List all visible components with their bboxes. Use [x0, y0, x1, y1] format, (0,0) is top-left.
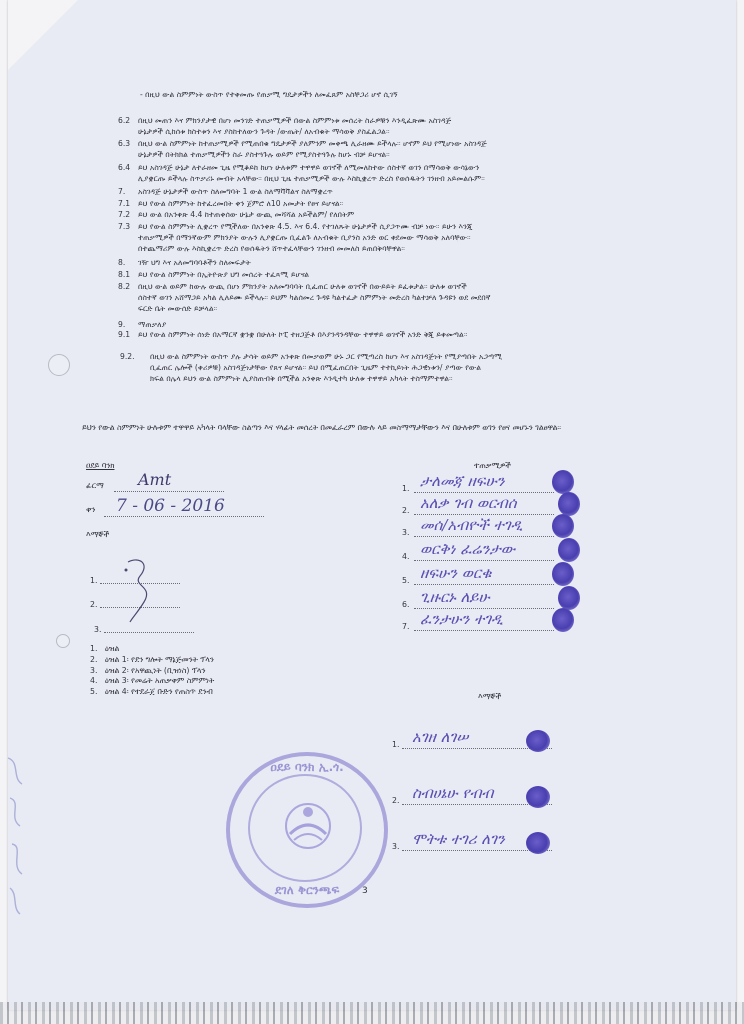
- clause-number: 9.1: [118, 330, 131, 339]
- sign-line: [114, 491, 224, 492]
- clause-text: በዚህ ውል ወይም ከውሉ ውጪ በሆነ ምክንያት አለመግባባት ቢፈጠር ሁለቱ ወገኖች በውይይት ይፈቱታል። ሁለቱ ወገኖች: [138, 282, 467, 291]
- witness-number: 3.: [392, 842, 400, 851]
- clause-text: ይህ አስገዳጅ ሁኔታ ለተራዘመ ጊዜ የሚቆይከ ከሆነ ሁለቱም ተዋዋይ ወገኖች ለሚመለከተው ሰስተኛ ወገን በማሳወቅ ውሳኔውን: [138, 163, 480, 172]
- folded-corner: [8, 0, 78, 70]
- beneficiary-number: 7.: [402, 622, 410, 631]
- beneficiary-signature: መሰ/አብዮች ተገዲ: [420, 516, 523, 534]
- beneficiary-number: 2.: [402, 506, 410, 515]
- clause-text: በዚህ መጠን እና ምክንያታዊ በሆነ መንገድ ተጠቃሚዎች በውል ስምምነቱ መሰረት ስራዎቹን እንዲፈጽሙ አስገዳጅ: [138, 116, 452, 125]
- clause-number: 9.: [118, 320, 126, 329]
- thumbprint: [552, 514, 574, 538]
- clause-number: 9.2.: [120, 352, 135, 361]
- clause-number: 8.2: [118, 282, 131, 291]
- left-witness-number: 2.: [90, 600, 98, 609]
- beneficiary-line: [414, 492, 554, 493]
- clause-text: ፍርድ ቤት መውሰድ ይቻላል።: [138, 304, 218, 313]
- witness-number: 1.: [392, 740, 400, 749]
- clause-number: 8.1: [118, 270, 131, 279]
- left-witness-number: 3.: [94, 625, 102, 634]
- beneficiary-line: [414, 514, 554, 515]
- beneficiary-number: 3.: [402, 528, 410, 537]
- clause-text: ይህ የውል ስምምነት ከተፈረመበት ቀን ጀምሮ ለ10 አመታት የፀና ይሆናል።: [138, 199, 344, 208]
- clause-number: 7.3: [118, 222, 131, 231]
- witnesses-title-right: እማኞች: [478, 692, 502, 701]
- bank-stamp: [226, 752, 388, 908]
- clause-text: በዚህ ውል ስምምነት ውስጥ ያሉ ታሳት ወይም አንቀጽ በመቃወም ሁኑ ጋር የሚጣረስ ከሆነ እና አስገዳጅነት የሚያጣበት አጋጣሚ: [150, 352, 503, 361]
- stamp-emblem: [280, 798, 336, 858]
- thumbprint: [526, 832, 550, 854]
- witness-signature: ስብሀኔሁ የብብ: [412, 784, 494, 802]
- clause-number: 8.: [118, 258, 126, 267]
- beneficiary-number: 4.: [402, 552, 410, 561]
- scan-edge: [0, 1002, 744, 1024]
- clause-text: በዚህ ውል ስምምነት ከተጠቃሚዎች የሚጠበቁ ግዴታዎች ያለምንም መቀጫ ሊራዘሙ ይችላሉ። ሆኖም ይህ የሚሆነው አስገዳጅ: [138, 139, 487, 148]
- beneficiary-number: 6.: [402, 600, 410, 609]
- thumbprint: [526, 786, 550, 808]
- witnesses-title-left: እማኞች: [86, 530, 110, 539]
- annex-item: 5. ዕዝል 4፡ የተደራጀ ቡድን የጠስጥ ደንብ: [90, 687, 213, 697]
- clause-number: 7.2: [118, 210, 131, 219]
- clause-text: ይህ ውል በአንቀጽ 4.4 ከተጠቀሰው ሁኔታ ውጪ መሻሻል አይችልም/ የለበትም: [138, 210, 355, 219]
- thumbprint: [552, 608, 574, 632]
- clause-number: 6.4: [118, 163, 131, 172]
- clause-text: ይህ የውል ስምምነት ሰነድ በአማርኛ ቋንቋ በሁለት ኮፒ ተዘጋጅቶ በእያንዳንዳቸው ተዋዋይ ወገኖች አንድ ቅጂ ይቀመጣል።: [138, 330, 468, 339]
- date-value: 7 - 06 - 2016: [116, 496, 225, 516]
- beneficiary-line: [414, 584, 554, 585]
- margin-handwriting: [2, 748, 32, 918]
- clause-text: ሁኔታዎች ሲከሰቱ ክስተቱን እና ያስከተለውን ጉዳት /ውጤት/ ለአብቁት ማሳወቅ ያስፈልጋል።: [138, 127, 390, 136]
- beneficiary-signature: አለቃ ገብ ወርብሰ: [420, 494, 517, 512]
- thumbprint: [552, 470, 574, 494]
- witness-signature: ሞትቱ ተገሪ ለገን: [412, 830, 505, 848]
- clause-text: ክፍል በሌላ ይህን ውል ስምምነት ሊያስጠብቅ በሚችል አንቀጽ እንዲተካ ሁለቱ ተዋዋይ አካላት ተስማምተዋል።: [150, 374, 453, 383]
- beneficiary-signature: ጊዙርኑ ለይሁ: [420, 588, 490, 606]
- witness-signature: አገዘ ለገሠ: [412, 728, 469, 746]
- clause-number: 7.: [118, 187, 126, 196]
- clause-text: ሰስተኛ ወገን አሸማጋይ አካል ሊለይሙ ይችላሉ። ይህም ካልሰመረ ጉዳዩ ካልተፈታ ስምምነት መድረስ ካልተቻለ ጉዳዩን ወደ መደበኛ: [138, 293, 491, 302]
- beneficiary-signature: ፈንታሁን ተገዲ: [420, 610, 503, 628]
- beneficiary-line: [414, 560, 554, 561]
- clause-text: በተጨማሪም ውሉ እስኪቋረጥ ድረስ የወሰዱትን ሸጥተፈላቸውን ገንዘብ መመለስ ይጠበቅባቸዋል።: [138, 244, 405, 253]
- beneficiary-number: 1.: [402, 484, 410, 493]
- clause-text: ተጠቃሚዎች በማንኛውም ምክንያት ውሉን ሊያቋርጡ ቢፈልጉ ለአብቁት ቢያንስ አንድ ወር ቀደመው ማሳወቅ አለባቸው።: [138, 233, 471, 242]
- clause-text: ማጠቃለያ: [138, 320, 167, 329]
- punch-hole: [48, 354, 70, 376]
- beneficiary-signature: ወርቅነ ፈሬንታው: [420, 540, 516, 558]
- page-number: 3: [362, 886, 368, 896]
- clause-number: 7.1: [118, 199, 131, 208]
- clause-text: ሁኔታዎች በትክክል ተጠቃሚዎችን ስራ ያስተጓጉሉ ወይም የሚያስተጓጉሉ ከሆኑ ብቻ ይሆናል።: [138, 150, 390, 159]
- intro-paragraph: ይህን የውል ስምምነት ሁሉቱም ተዋዋይ አካላት ባላቸው ስልጣን እና ሃላፊት መሰረት በመፈራረም በውሉ ላይ መስማማታቸውን እና በሁለቱም ወገን የፀና መሆኑን ገልፀዋል።: [82, 423, 562, 432]
- thumbprint: [558, 586, 580, 610]
- beneficiary-line: [414, 630, 554, 631]
- thumbprint: [552, 562, 574, 586]
- beneficiary-number: 5.: [402, 576, 410, 585]
- beneficiary-signature: ታለመጃ ዘፍሁን: [420, 472, 505, 490]
- date-line: [104, 516, 264, 517]
- clause-text: አስገዳጅ ሁኔታዎች ውስጥ ስለመግባት 1 ውል ስለማቫቫልና ስለማቋረጥ: [138, 187, 333, 196]
- thumbprint: [526, 730, 550, 752]
- clause-text: ሊያቋርጡ ይችላሉ ስጥቃሪኑ መብት አላቸው። በዚህ ጊዜ ተጠቃሚዎች ውሉ እስኪቋረጥ ድረስ የወሰዱትን ገንዘብ አይመልሱም።: [138, 174, 485, 183]
- date-label: ቀን: [86, 505, 96, 514]
- witness-number: 2.: [392, 796, 400, 805]
- annex-list: [90, 644, 214, 698]
- clause-text: ገዥ ህግ እና አለመግባባቶችን ስለመፍታት: [138, 258, 251, 267]
- annex-item: 3. ዕዝል 2፡ የአዋጪነት (ቢዝነስ) ፕላን: [90, 665, 206, 675]
- stamp-bottom-text: ደገለ ቅርንጫፍ: [274, 883, 340, 897]
- beneficiaries-title: ተጠቃሚዎች: [474, 461, 511, 470]
- thumbprint: [558, 492, 580, 516]
- left-witness-line: [104, 632, 194, 633]
- clause-text: ቢፈጠር ሌሎች (ቀሪዎቹ) አስገዳጅነታቸው የጸና ይሆናል። ይህ በሚፈጠርበት ጊዜም ተተኪይነት ሕጋዊነቱን/ ያጣው የውል: [150, 363, 482, 372]
- annex-item: 4. ዕዝል 3፡ የመሬት አጠቃቀም ስምምነት: [90, 676, 215, 686]
- clause-number: 6.3: [118, 139, 131, 148]
- clause-number: 6.2: [118, 116, 131, 125]
- clause-text: ይህ የውል ስምምነት ሊቋረጥ የሚችለው በአንቀጽ 4.5. እና 6.4. የተገለጹት ሁኔታዎች ሲያጋጥሙ ብቻ ነው። ይሁን እንጂ: [138, 222, 473, 231]
- annex-item: 2. ዕዝል 1፡ የደን ግሎት ማኔጅመንት ፕላን: [90, 654, 214, 664]
- bank-signature: Amt: [138, 470, 172, 489]
- bank-title: ዐደይ ባንክ: [86, 461, 115, 470]
- left-witness-number: 1.: [90, 576, 98, 585]
- annex-item: 1. ዕዝል: [90, 644, 120, 653]
- beneficiary-line: [414, 536, 554, 537]
- witness-scribble: [120, 556, 160, 626]
- clause-text: ይህ የውል ስምምነት በኢትዮጵያ ህግ መሰረት ተፈጻሚ ይሆናል: [138, 270, 310, 279]
- thumbprint: [558, 538, 580, 562]
- beneficiary-signature: ዘፍሁን ወርቁ: [420, 564, 492, 582]
- stamp-top-text: ዐደይ ባንክ ኢ.ጎ.: [270, 760, 344, 774]
- sign-label: ፊርማ: [86, 481, 104, 490]
- clause-text: - በዚህ ውል ስምምነት ውስጥ የተቀመጡ የጠቃሚ ግዴታዎችን ለመፈጸም አስቸጋሪ ሆኖ ሲገኝ: [140, 90, 398, 99]
- beneficiary-line: [414, 608, 554, 609]
- punch-hole: [56, 634, 70, 648]
